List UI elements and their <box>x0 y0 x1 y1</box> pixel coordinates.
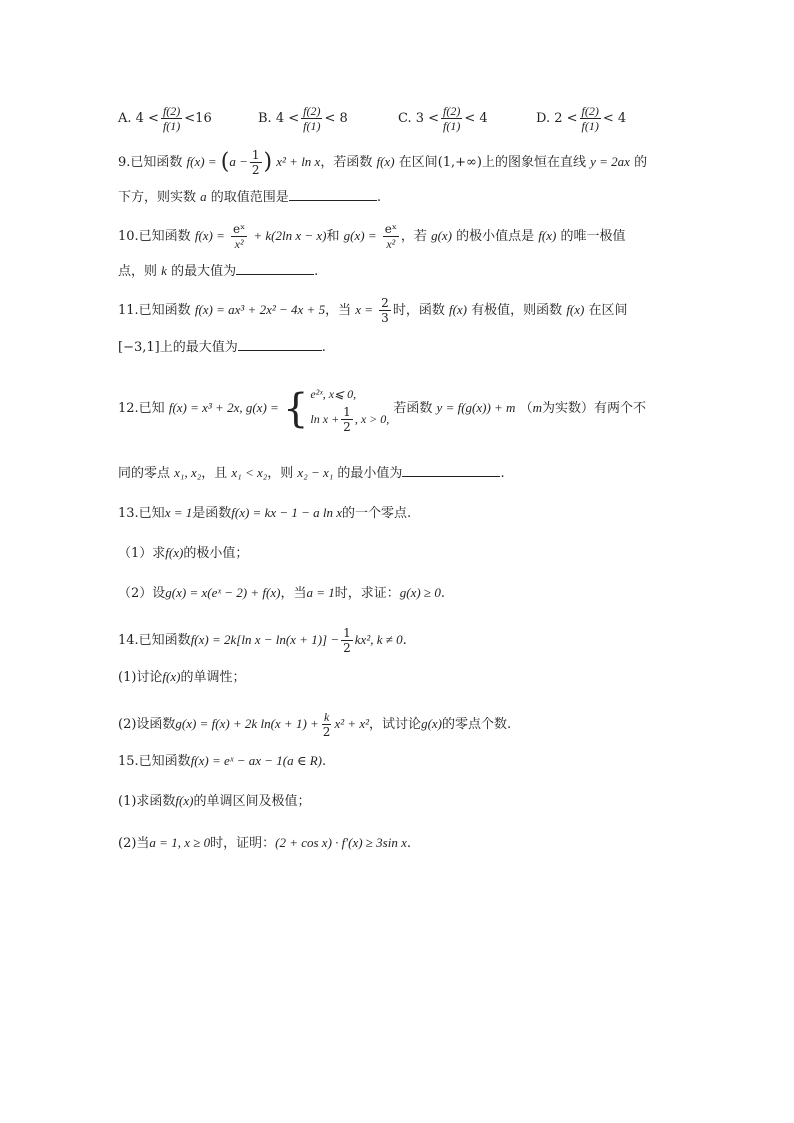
q15-part2: (2)当a = 1, x ≥ 0时，证明：(2 + cos x) · f′(x) ≥ 3sin x. <box>118 835 412 851</box>
option-d-fraction: $\frac{f(2)}{f(1)}$ <box>581 104 599 133</box>
q14-k-fraction: $\frac{k}{2}$ <box>322 710 331 739</box>
q12-answer-blank[interactable] <box>402 462 500 477</box>
q11-line1: 11.已知函数 f(x) = ax³ + 2x² − 4x + 5，当 x = $\frac{2}{3}$ 时，函数 f(x) 有极值，则函数 f(x) 在区间 <box>118 296 628 325</box>
q10-f-fraction: $\frac{\text{eˣ}}{\text{x²}}$ <box>233 222 246 251</box>
q10-answer-blank[interactable] <box>236 260 314 275</box>
q13-line1: 13.已知x = 1是函数f(x) = kx − 1 − a ln x的一个零点. <box>118 505 412 521</box>
q15-part1: (1)求函数f(x)的单调区间及极值； <box>118 793 311 809</box>
option-a: A. 4 < $\frac{f(2)}{f(1)}$ <16 <box>118 104 212 133</box>
q9-line2: 下方，则实数 a 的取值范围是 . <box>118 186 381 207</box>
q12-line1: 12.已知 f(x) = x³ + 2x, g(x) = { e²ˣ, x⩽ 0, ln x + $\frac{1}{2}$ , x > 0, 若函数 y = f(g(x)) + m （m为实数）有两个不 <box>118 380 646 437</box>
option-d: D. 2 < $\frac{f(2)}{f(1)}$ < 4 <box>536 104 627 133</box>
option-a-fraction: $\frac{f(2)}{f(1)}$ <box>162 104 181 133</box>
option-b-fraction: $\frac{f(2)}{f(1)}$ <box>303 104 321 133</box>
q14-part1: (1)讨论f(x)的单调性； <box>118 669 246 685</box>
option-b-label: B. 4 < <box>258 110 300 126</box>
q14-half-fraction: $\frac{1}{2}$ <box>343 626 351 655</box>
q14-part2: (2)设函数g(x) = f(x) + 2k ln(x + 1) + $\frac{k}{2}$ x² + x²，试讨论g(x)的零点个数. <box>118 710 512 739</box>
q10-line1: 10.已知函数 f(x) = $\frac{\text{eˣ}}{\text{x²}}$ + k(2ln x − x)和 g(x) = $\frac{\text{eˣ}}{\text{x²}}$ ，若 g(x) 的极小值点是 f(x) 的唯一极值 <box>118 222 626 251</box>
option-c-label: C. 3 < <box>398 110 440 126</box>
q12-case2: ln x + $\frac{1}{2}$ , x > 0, <box>310 405 390 434</box>
q12-case1: e²ˣ, x⩽ 0, <box>310 387 357 401</box>
q13-part2: （2）设g(x) = x(eˣ − 2) + f(x)，当a = 1时，求证：g(x) ≥ 0. <box>118 585 445 601</box>
q10-g-fraction: $\frac{\text{eˣ}}{\text{x²}}$ <box>384 222 397 251</box>
option-d-label: D. 2 < <box>536 110 578 126</box>
option-b: B. 4 < $\frac{f(2)}{f(1)}$ < 8 <box>258 104 348 133</box>
option-c-fraction: $\frac{f(2)}{f(1)}$ <box>443 104 461 133</box>
q9-half-fraction: $\frac{1}{2}$ <box>251 148 260 177</box>
q11-fraction: $\frac{2}{3}$ <box>381 296 389 325</box>
q13-part1: （1）求f(x)的极小值； <box>118 545 249 561</box>
q12-piecewise: { e²ˣ, x⩽ 0, ln x + $\frac{1}{2}$ , x > 0, <box>283 383 389 434</box>
q11-line2: [−3,1]上的最大值为 . <box>118 336 326 357</box>
q9-line1: 9.已知函数 f(x) = (a − $\frac{1}{2}$ ) x² + ln x，若函数 f(x) 在区间(1,+∞)上的图象恒在直线 y = 2ax 的 <box>118 148 648 177</box>
q9-answer-blank[interactable] <box>289 186 377 201</box>
option-c: C. 3 < $\frac{f(2)}{f(1)}$ < 4 <box>398 104 488 133</box>
option-a-label: A. 4 < <box>118 110 159 126</box>
q14-line1: 14.已知函数f(x) = 2k[ln x − ln(x + 1)] − $\frac{1}{2}$ kx², k ≠ 0. <box>118 626 407 655</box>
q15-line1: 15.已知函数f(x) = eˣ − ax − 1(a ∈ R). <box>118 753 327 769</box>
q11-answer-blank[interactable] <box>238 336 322 351</box>
q10-line2: 点，则 k 的最大值为 . <box>118 260 318 281</box>
q12-line2: 同的零点 x₁, x₂，且 x₁ < x₂，则 x₂ − x₁ 的最小值为 . <box>118 462 505 483</box>
